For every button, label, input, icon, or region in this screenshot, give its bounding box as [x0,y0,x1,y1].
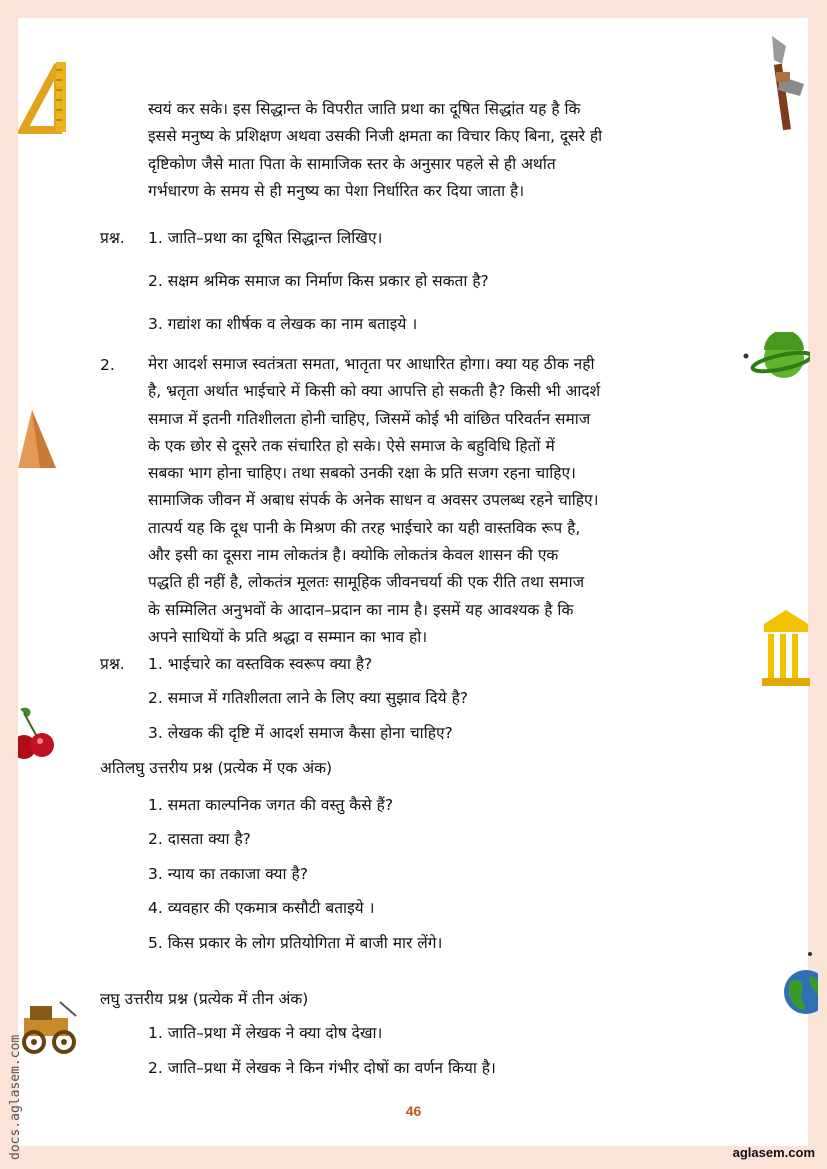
passage-1-line: इससे मनुष्य के प्रशिक्षण अथवा उसकी निजी क्षमता का विचार किए बिना, दूसरे ही [148,127,603,146]
question-item: 1. जाति–प्रथा में लेखक ने क्या दोष देखा। [148,1024,383,1042]
question-item: 2. सक्षम श्रमिक समाज का निर्माण किस प्रकार हो सकता है? [148,272,489,290]
question-item: 4. व्यवहार की एकमात्र कसौटी बताइये । [148,899,375,917]
section-heading-short: लघु उत्तरीय प्रश्न (प्रत्येक में तीन अंक) [100,990,309,1008]
footer-site-link[interactable]: aglasem.com [732,1145,815,1160]
passage-2-line: समाज में इतनी गतिशीलता होनी चाहिए, जिसमें कोई भी वांछित परिवर्तन समाज [148,409,591,428]
question-label: प्रश्न. [100,229,125,247]
question-item: 2. समाज में गतिशीलता लाने के लिए क्या सुझाव दिये है? [148,689,469,707]
question-label: प्रश्न. [100,655,125,673]
passage-2-line: के सम्मिलित अनुभवों के आदान–प्रदान का नाम है। इसमें यह आवश्यक है कि [148,600,574,619]
stone-axe-icon [764,34,814,134]
question-item: 3. न्याय का तकाजा क्या है? [148,865,308,883]
ruler-icon [18,60,68,135]
passage-2-line: के एक छोर से दूसरे तक संचारित हो सके। ऐसे समाज के बहुविधि हितों में [148,436,555,455]
planet-icon [742,332,810,384]
passage-2-line: और इसी का दूसरा नाम लोकतंत्र है। क्योकि लोकतंत्र केवल शासन की एक [148,546,559,565]
question-item: 1. भाईचारे का वस्तविक स्वरूप क्या है? [148,655,373,673]
passage-2-line: तात्पर्य यह कि दूध पानी के मिश्रण की तरह भाईचारे का यही वास्तविक रूप है, [148,518,581,537]
passage-1 [148,96,728,205]
section-heading-very-short: अतिलघु उत्तरीय प्रश्न (प्रत्येक में एक अंक) [100,759,333,777]
passage-2 [148,351,728,651]
passage-1-line: स्वयं कर सके। इस सिद्धान्त के विपरीत जाति प्रथा का दूषित सिद्धांत यह है कि [148,100,581,118]
question-item: 3. गद्यांश का शीर्षक व लेखक का नाम बताइये । [148,315,418,333]
passage-2-line: है, भ्रतृता अर्थात भाईचारे में किसी को क्या आपत्ति हो सकती है? किसी भी आदर्श [148,382,601,401]
passage-1-line: गर्भधारण के समय से ही मनुष्य का पेशा निर्धारित कर दिया जाता है। [148,181,525,200]
side-watermark: docs.aglasem.com [8,1034,23,1160]
question-item: 3. लेखक की दृष्टि में आदर्श समाज कैसा होना चाहिए? [148,724,453,742]
passage-2-line: सामाजिक जीवन में अबाध संपर्क के अनेक साधन व अवसर उपलब्ध रहने चाहिए। [148,491,599,510]
page-number: 46 [405,1103,422,1119]
pyramid-icon [18,410,58,470]
temple-icon [760,610,810,688]
question-item: 1. जाति–प्रथा का दूषित सिद्धान्त लिखिए। [148,229,383,247]
passage-2-line: अपने साथियों के प्रति श्रद्धा व सम्मान का भाव हो। [148,627,428,646]
question-item: 1. समता काल्पनिक जगत की वस्तु कैसे हैं? [148,796,394,814]
vintage-car-icon [20,998,82,1056]
passage-2-line: पद्धति ही नहीं है, लोकतंत्र मूलतः सामूहिक जीवनचर्या की एक रीति तथा समाज [148,573,585,592]
globe-icon [778,948,818,1020]
passage-2-number: 2. [100,356,115,374]
passage-2-line: मेरा आदर्श समाज स्वतंत्रता समता, भातृता पर आधारित होगा। क्या यह ठीक नही [148,355,595,373]
passage-1-line: दृष्टिकोण जैसे माता पिता के सामाजिक स्तर के अनुसार पहले से ही अर्थात [148,154,556,173]
question-item: 2. दासता क्या है? [148,830,251,848]
question-item: 5. किस प्रकार के लोग प्रतियोगिता में बाजी मार लेंगे। [148,934,443,952]
question-item: 2. जाति–प्रथा में लेखक ने किन गंभीर दोषों का वर्णन किया है। [148,1059,496,1077]
passage-2-line: सबका भाग होना चाहिए। तथा सबको उनकी रक्षा के प्रति सजग रहना चाहिए। [148,464,576,483]
cherries-icon [18,705,58,765]
